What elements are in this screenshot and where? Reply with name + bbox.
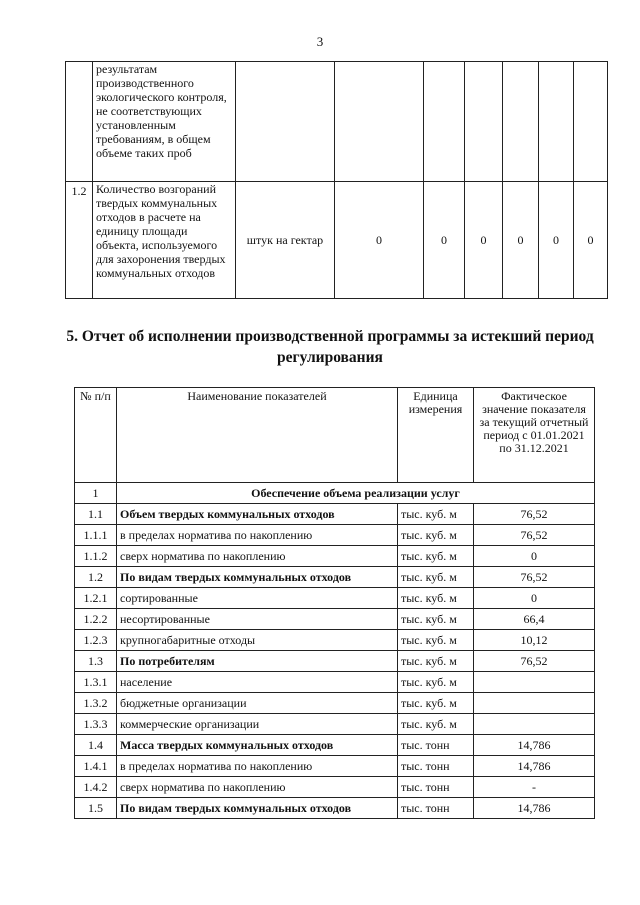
header-unit: Единица измерения bbox=[398, 388, 474, 483]
table-row bbox=[75, 525, 595, 546]
row-unit: тыс. тонн bbox=[398, 756, 474, 777]
row-name: крупногабаритные отходы bbox=[117, 630, 398, 651]
row-unit: тыс. куб. м bbox=[398, 546, 474, 567]
header-name: Наименование показателей bbox=[117, 388, 398, 483]
table-row bbox=[75, 609, 595, 630]
header-value: Фактическое значение показателя за текущий отчетный период с 01.01.2021 по 31.12.2021 bbox=[474, 388, 595, 483]
section-title: 5. Отчет об исполнении производственной программы за истекший период регулирования bbox=[66, 328, 594, 366]
row-name: Количество возгораний твердых коммунальных отходов в расчете на единицу площади объекта, используемого для захоронения твердых коммунальных отходов bbox=[93, 182, 236, 299]
report-table bbox=[74, 387, 595, 819]
table-row bbox=[75, 735, 595, 756]
row-name: По видам твердых коммунальных отходов bbox=[117, 798, 398, 819]
row-name: в пределах норматива по накоплению bbox=[117, 525, 398, 546]
continuation-table bbox=[65, 61, 608, 299]
row-number: 1.2 bbox=[66, 182, 93, 299]
row-name: в пределах норматива по накоплению bbox=[117, 756, 398, 777]
row-name: сортированные bbox=[117, 588, 398, 609]
row-value: 0 bbox=[474, 588, 595, 609]
row-unit: тыс. куб. м bbox=[398, 588, 474, 609]
row-number: 1.3 bbox=[75, 651, 117, 672]
table-row bbox=[75, 798, 595, 819]
value-cell: 0 bbox=[503, 182, 539, 299]
table-row bbox=[75, 693, 595, 714]
value-cell: 0 bbox=[539, 182, 574, 299]
row-number: 1.4 bbox=[75, 735, 117, 756]
row-unit: штук на гектар bbox=[236, 182, 335, 299]
row-unit: тыс. куб. м bbox=[398, 630, 474, 651]
row-unit: тыс. куб. м bbox=[398, 693, 474, 714]
table-row bbox=[75, 588, 595, 609]
row-value: 76,52 bbox=[474, 525, 595, 546]
continuation-row-b bbox=[66, 182, 608, 299]
value-cell bbox=[539, 62, 574, 182]
value-cell: 0 bbox=[574, 182, 608, 299]
row-number: 1.5 bbox=[75, 798, 117, 819]
row-value: - bbox=[474, 777, 595, 798]
table-row bbox=[75, 777, 595, 798]
row-name: несортированные bbox=[117, 609, 398, 630]
row-number: 1.3.3 bbox=[75, 714, 117, 735]
row-unit: тыс. куб. м bbox=[398, 525, 474, 546]
table-row bbox=[75, 567, 595, 588]
report-table-header bbox=[75, 388, 595, 483]
row-value: 0 bbox=[474, 546, 595, 567]
table-row bbox=[75, 651, 595, 672]
value-cell: 0 bbox=[335, 182, 424, 299]
table-row bbox=[75, 546, 595, 567]
table-row bbox=[75, 504, 595, 525]
row-number: 1.2 bbox=[75, 567, 117, 588]
value-cell bbox=[574, 62, 608, 182]
row-name: бюджетные организации bbox=[117, 693, 398, 714]
row-unit: тыс. тонн bbox=[398, 777, 474, 798]
value-cell bbox=[424, 62, 465, 182]
row-unit: тыс. куб. м bbox=[398, 567, 474, 588]
row-value: 14,786 bbox=[474, 735, 595, 756]
row-number: 1.4.2 bbox=[75, 777, 117, 798]
row-number: 1.4.1 bbox=[75, 756, 117, 777]
row-value bbox=[474, 714, 595, 735]
row-name: сверх норматива по накоплению bbox=[117, 777, 398, 798]
section-number: 1 bbox=[75, 483, 117, 504]
row-number: 1.3.1 bbox=[75, 672, 117, 693]
row-value bbox=[474, 672, 595, 693]
row-name: По потребителям bbox=[117, 651, 398, 672]
table-row bbox=[75, 672, 595, 693]
section-name: Обеспечение объема реализации услуг bbox=[117, 483, 595, 504]
row-value: 76,52 bbox=[474, 504, 595, 525]
row-value: 76,52 bbox=[474, 567, 595, 588]
page-number: 3 bbox=[316, 34, 324, 49]
value-cell bbox=[503, 62, 539, 182]
header-number: № п/п bbox=[75, 388, 117, 483]
value-cell bbox=[465, 62, 503, 182]
table-row bbox=[75, 756, 595, 777]
table-row bbox=[75, 714, 595, 735]
row-name: По видам твердых коммунальных отходов bbox=[117, 567, 398, 588]
row-unit: тыс. куб. м bbox=[398, 504, 474, 525]
row-unit: тыс. куб. м bbox=[398, 609, 474, 630]
row-number: 1.1 bbox=[75, 504, 117, 525]
row-number: 1.1.1 bbox=[75, 525, 117, 546]
value-cell: 0 bbox=[424, 182, 465, 299]
row-unit: тыс. тонн bbox=[398, 798, 474, 819]
row-unit: тыс. куб. м bbox=[398, 651, 474, 672]
row-name: результатам производственного экологического контроля, не соответствующих установленным требованиям, в общем объеме таких проб bbox=[93, 62, 236, 182]
row-name: сверх норматива по накоплению bbox=[117, 546, 398, 567]
row-unit bbox=[236, 62, 335, 182]
row-number: 1.3.2 bbox=[75, 693, 117, 714]
row-name: коммерческие организации bbox=[117, 714, 398, 735]
section-row bbox=[75, 483, 595, 504]
row-number: 1.2.2 bbox=[75, 609, 117, 630]
continuation-row-a bbox=[66, 62, 608, 182]
row-number: 1.1.2 bbox=[75, 546, 117, 567]
row-unit: тыс. куб. м bbox=[398, 714, 474, 735]
row-unit: тыс. тонн bbox=[398, 735, 474, 756]
row-number bbox=[66, 62, 93, 182]
row-unit: тыс. куб. м bbox=[398, 672, 474, 693]
row-number: 1.2.3 bbox=[75, 630, 117, 651]
row-value: 66,4 bbox=[474, 609, 595, 630]
row-name: население bbox=[117, 672, 398, 693]
row-name: Масса твердых коммунальных отходов bbox=[117, 735, 398, 756]
value-cell bbox=[335, 62, 424, 182]
row-name: Объем твердых коммунальных отходов bbox=[117, 504, 398, 525]
value-cell: 0 bbox=[465, 182, 503, 299]
row-number: 1.2.1 bbox=[75, 588, 117, 609]
row-value: 76,52 bbox=[474, 651, 595, 672]
row-value: 14,786 bbox=[474, 798, 595, 819]
row-value bbox=[474, 693, 595, 714]
row-value: 10,12 bbox=[474, 630, 595, 651]
row-value: 14,786 bbox=[474, 756, 595, 777]
table-row bbox=[75, 630, 595, 651]
